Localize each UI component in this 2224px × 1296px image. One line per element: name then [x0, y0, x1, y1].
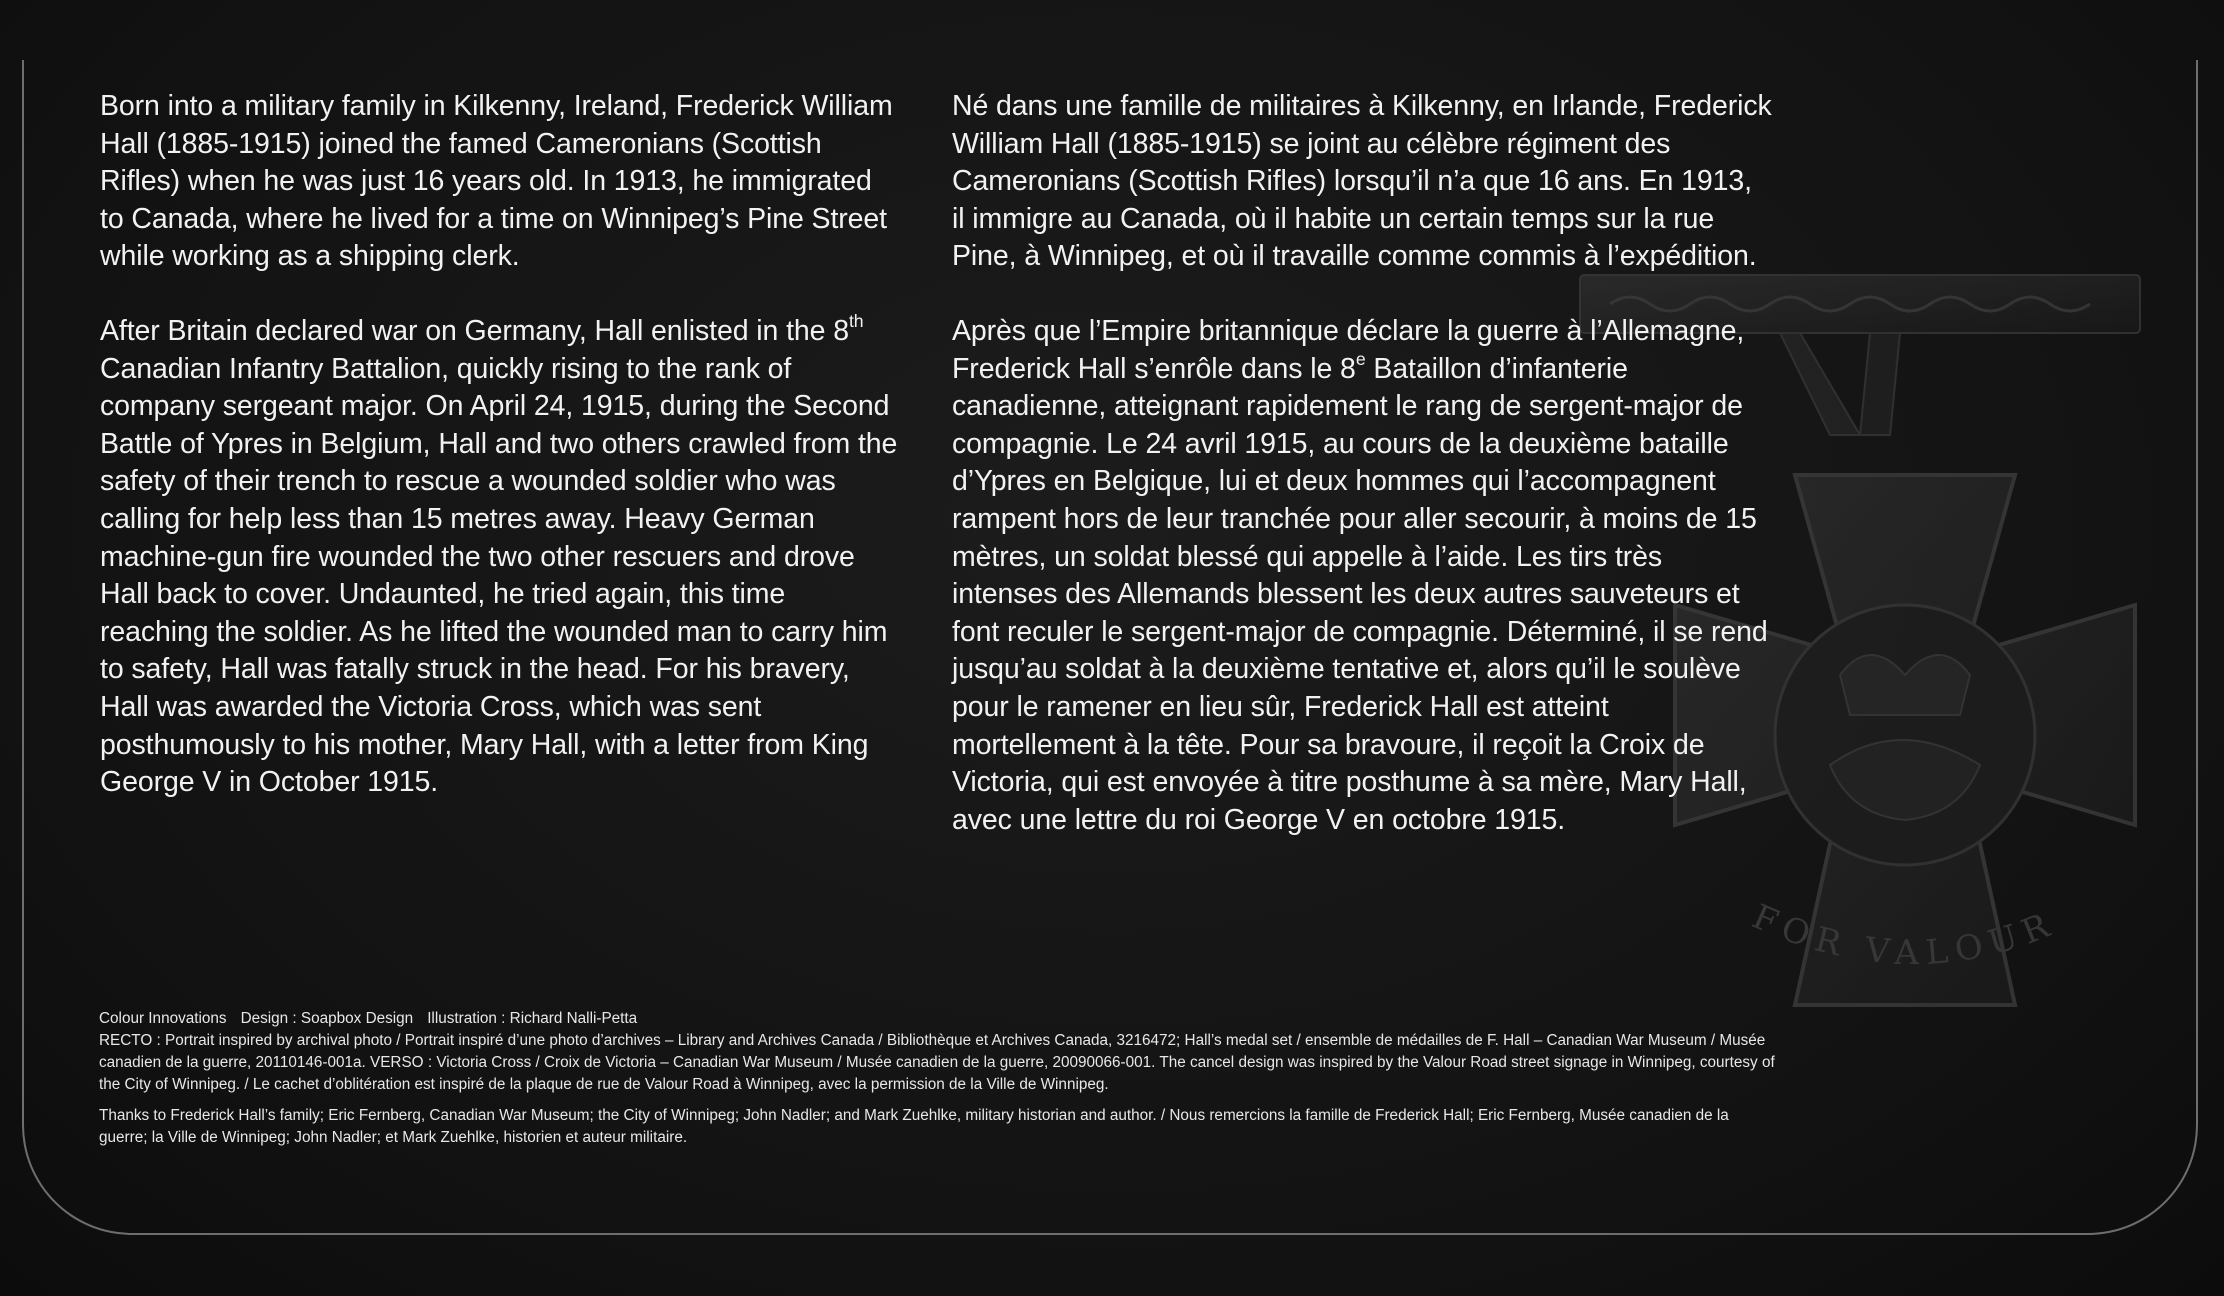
- french-paragraph-2: [952, 313, 1772, 839]
- printer-credit: Colour Innovations: [99, 1010, 227, 1027]
- ordinal-superscript: th: [848, 310, 864, 331]
- english-text-column: [100, 88, 900, 839]
- image-sources: RECTO : Portrait inspired by archival photo / Portrait inspiré d’une photo d’archives – Library and Archives Canada / Bibliothèque et Archives Canada, 3216472; Hall’s medal set / ensemble de médailles de F. Hall – Canadian War Museum / Musée canadien de la guerre, 20110146-001a. VERSO : Victoria Cross / Croix de Victoria – Canadian War Museum / Musée canadien de la guerre, 20090066-001. The cancel design was inspired by the Valour Road street signage in Winnipeg, courtesy of the City of Winnipeg. / Le cachet d’oblitération est inspiré de la plaque de rue de Valour Road à Winnipeg, avec la permission de la Ville de Winnipeg.: [99, 1032, 1775, 1093]
- french-text-column: [952, 88, 1772, 876]
- english-paragraph-2-start: After Britain declared war on Germany, Hall enlisted in the 8: [100, 314, 849, 347]
- credits-block: [99, 1008, 1779, 1158]
- english-paragraph-2: [100, 310, 900, 802]
- acknowledgements: Thanks to Frederick Hall’s family; Eric Fernberg, Canadian War Museum; the City of Winnipeg; John Nadler; and Mark Zuehlke, military historian and author. / Nous remercions la famille de Frederick Hall; Eric Fernberg, Musée canadien de la guerre; la Ville de Winnipeg; John Nadler; et Mark Zuehlke, historien et auteur militaire.: [99, 1107, 1729, 1146]
- ordinal-superscript: e: [1355, 348, 1366, 369]
- credits-line: [99, 1008, 1779, 1096]
- french-paragraph-2-rest: Bataillon d’infanterie canadienne, atteignant rapidement le rang de sergent-major de compagnie. Le 24 avril 1915, au cours de la deuxième bataille d’Ypres en Belgique, lui et deux hommes qui l’accompagnent rampent hors de leur tranchée pour aller secourir, à moins de 15 mètres, un soldat blessé qui appelle à l’aide. Les tirs très intenses des Allemands blessent les deux autres sauveteurs et font reculer le sergent-major de compagnie. Déterminé, il se rend jusqu’au soldat à la deuxième tentative et, alors qu’il le soulève pour le ramener en lieu sûr, Frederick Hall est atteint mortellement à la tête. Pour sa bravoure, il reçoit la Croix de Victoria, qui est envoyée à titre posthume à sa mère, Mary Hall, avec une lettre du roi George V en octobre 1915.: [952, 352, 1768, 836]
- design-credit: Design : Soapbox Design: [240, 1010, 414, 1027]
- french-paragraph-2-start: Après que l’Empire britannique déclare la guerre à l’Allemagne, Frederick Hall s’enrôle dans le 8: [952, 314, 1745, 385]
- illustration-credit: Illustration : Richard Nalli-Petta: [427, 1010, 638, 1027]
- english-paragraph-1: Born into a military family in Kilkenny, Ireland, Frederick William Hall (1885-1915) joined the famed Cameronians (Scottish Rifles) when he was just 16 years old. In 1913, he immigrated to Canada, where he lived for a time on Winnipeg’s Pine Street while working as a shipping clerk.: [100, 90, 893, 273]
- medal-motto: FOR VALOUR: [1746, 896, 2063, 974]
- english-paragraph-2-rest: Canadian Infantry Battalion, quickly rising to the rank of company sergeant major. On April 24, 1915, during the Second Battle of Ypres in Belgium, Hall and two others crawled from the safety of their trench to rescue a wounded soldier who was calling for help less than 15 metres away. Heavy German machine-gun fire wounded the two other rescuers and drove Hall back to cover. Undaunted, he tried again, this time reaching the soldier. As he lifted the wounded man to carry him to safety, Hall was fatally struck in the head. For his bravery, Hall was awarded the Victoria Cross, which was sent posthumously to his mother, Mary Hall, with a letter from King George V in October 1915.: [100, 352, 898, 799]
- french-paragraph-1: Né dans une famille de militaires à Kilkenny, en Irlande, Frederick William Hall (1885-1915) se joint au célèbre régiment des Cameronians (Scottish Rifles) lorsqu’il n’a que 16 ans. En 1913, il immigre au Canada, où il habite un certain temps sur la rue Pine, à Winnipeg, et où il travaille comme commis à l’expédition.: [952, 90, 1772, 273]
